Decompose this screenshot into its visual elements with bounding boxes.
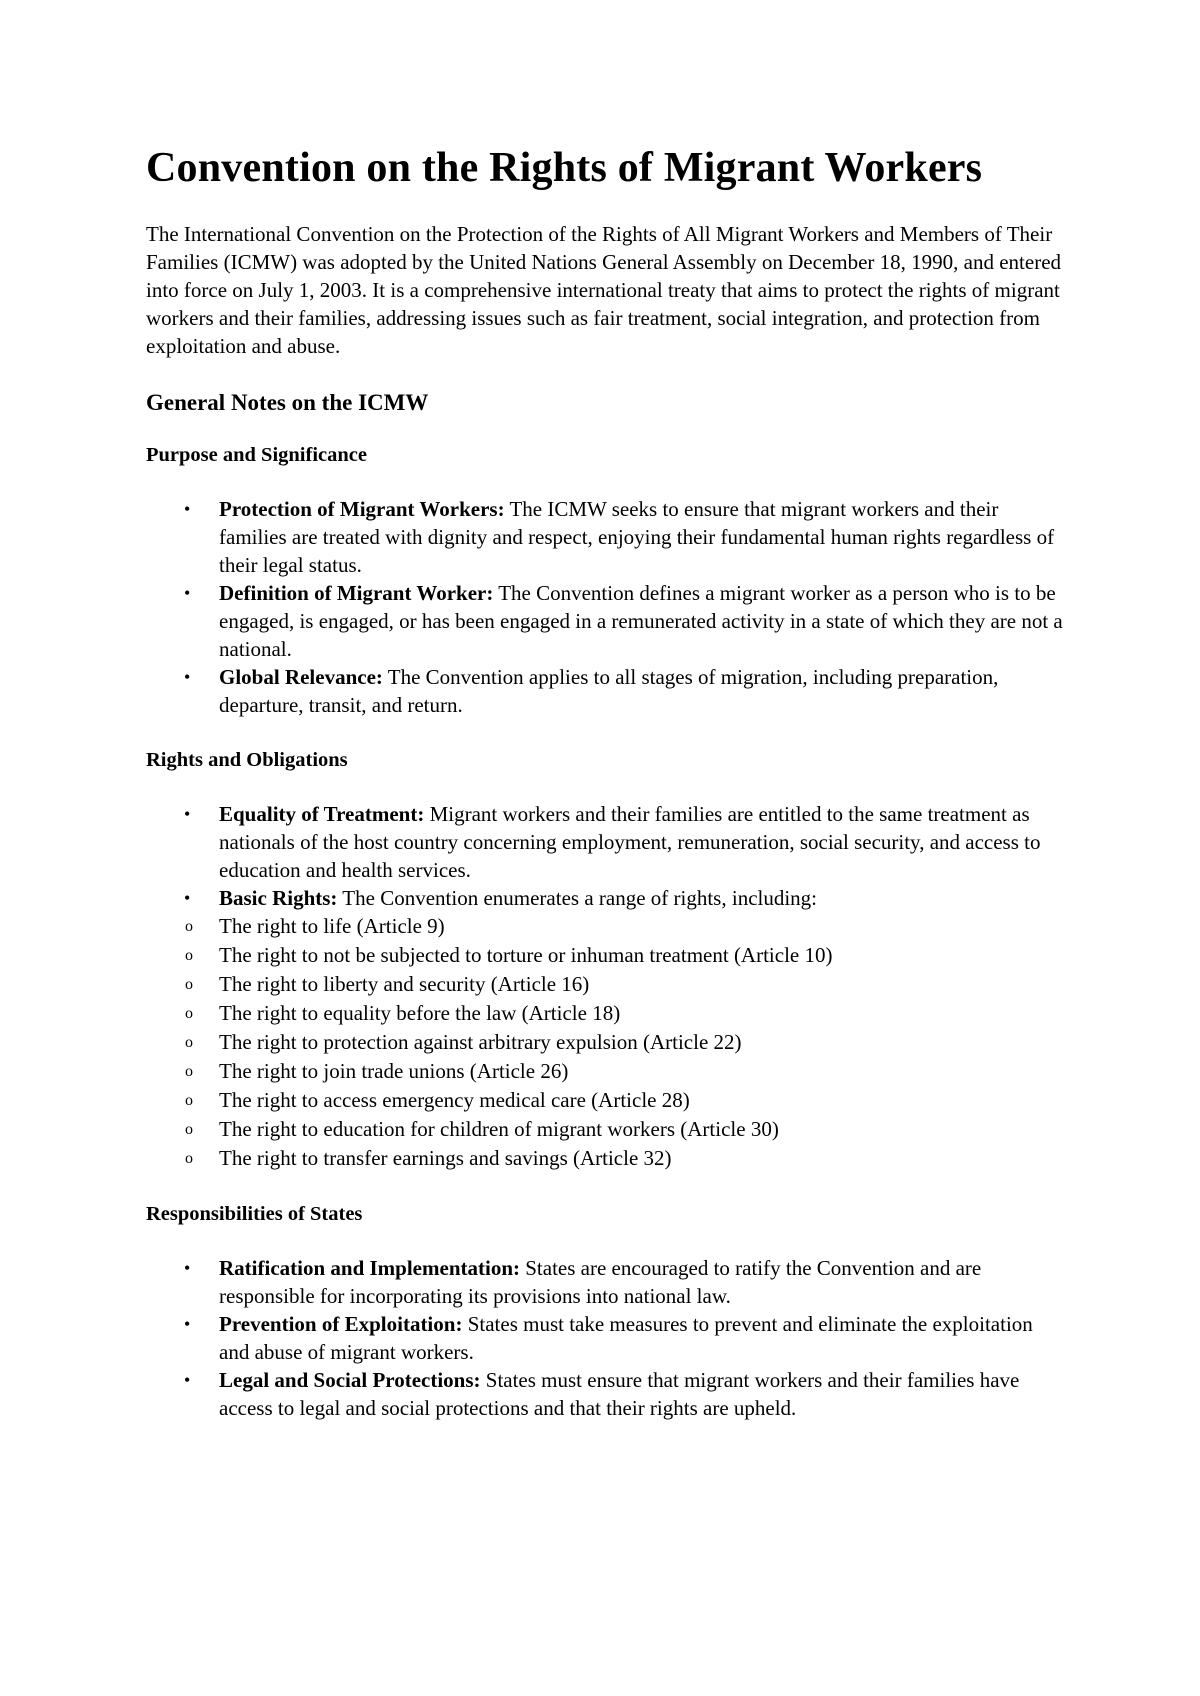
item-text: The Convention applies to all stages of migration, including preparation, departure, transit, and return. <box>219 665 999 717</box>
sub-list-item <box>185 999 1066 1028</box>
sub-list-item <box>185 912 1066 941</box>
item-label: Ratification and Implementation: <box>219 1256 520 1280</box>
sub-item-text: The right to life (Article 9) <box>219 914 445 938</box>
sub-item-text: The right to transfer earnings and savings (Article 32) <box>219 1146 672 1170</box>
item-text: Migrant workers and their families are entitled to the same treatment as nationals of the host country concerning employment, remuneration, social security, and access to education and health services. <box>219 802 1041 882</box>
item-text: States are encouraged to ratify the Convention and are responsible for incorporating its provisions into national law. <box>219 1256 982 1308</box>
document-title: Convention on the Rights of Migrant Workers <box>146 145 983 191</box>
list-item <box>146 800 1066 884</box>
sub-item-text: The right to not be subjected to torture or inhuman treatment (Article 10) <box>219 943 833 967</box>
sub-bullet-icon: o <box>185 1150 193 1167</box>
sub-bullet-icon: o <box>185 1005 193 1022</box>
sub-list-item <box>185 1115 1066 1144</box>
bullet-icon: • <box>184 1314 191 1334</box>
list-item <box>146 884 1066 1173</box>
sub-item-text: The right to liberty and security (Article 16) <box>219 972 590 996</box>
item-label: Legal and Social Protections: <box>219 1368 481 1392</box>
bullet-icon: • <box>184 804 191 824</box>
list-item <box>146 1366 1066 1422</box>
section-heading: General Notes on the ICMW <box>146 390 429 415</box>
sub-item-text: The right to join trade unions (Article 26) <box>219 1059 569 1083</box>
sub-list-basic-rights <box>185 912 1066 1173</box>
intro-paragraph: The International Convention on the Protection of the Rights of All Migrant Workers and Members of Their Families (ICMW) was adopted by the United Nations General Assembly on December 18, 1990, and entered into force on July 1, 2003. It is a comprehensive international treaty that aims to protect the rights of migrant workers and their families, addressing issues such as fair treatment, social integration, and protection from exploitation and abuse. <box>146 222 1062 358</box>
item-label: Definition of Migrant Worker: <box>219 581 494 605</box>
sub-bullet-icon: o <box>185 1034 193 1051</box>
sub-item-text: The right to protection against arbitrary expulsion (Article 22) <box>219 1030 742 1054</box>
sub-list-item <box>185 941 1066 970</box>
sub-bullet-icon: o <box>185 1092 193 1109</box>
item-text: States must ensure that migrant workers and their families have access to legal and social protections and that their rights are upheld. <box>219 1368 1020 1420</box>
list-item <box>146 579 1066 663</box>
sub-bullet-icon: o <box>185 976 193 993</box>
sub-list-item <box>185 1028 1066 1057</box>
sub-item-text: The right to equality before the law (Article 18) <box>219 1001 621 1025</box>
sub-list-item <box>185 1057 1066 1086</box>
sub-item-text: The right to education for children of migrant workers (Article 30) <box>219 1117 779 1141</box>
bullet-icon: • <box>184 583 191 603</box>
sub-list-item <box>185 970 1066 999</box>
list-item <box>146 663 1066 719</box>
list-item <box>146 495 1066 579</box>
sub-item-text: The right to access emergency medical care (Article 28) <box>219 1088 690 1112</box>
item-text: The Convention defines a migrant worker as a person who is to be engaged, is engaged, or has been engaged in a remunerated activity in a state of which they are not a national. <box>219 581 1063 661</box>
list-item <box>146 1310 1066 1366</box>
bullet-list-purpose <box>146 495 1066 719</box>
subsection-heading-responsibilities: Responsibilities of States <box>146 1203 363 1225</box>
sub-bullet-icon: o <box>185 947 193 964</box>
bullet-icon: • <box>184 1370 191 1390</box>
bullet-icon: • <box>184 888 191 908</box>
sub-bullet-icon: o <box>185 1121 193 1138</box>
item-label: Basic Rights: <box>219 886 338 910</box>
sub-list-item <box>185 1144 1066 1173</box>
item-text: The Convention enumerates a range of rights, including: <box>337 886 818 910</box>
document-page <box>146 140 1066 1449</box>
item-label: Protection of Migrant Workers: <box>219 497 505 521</box>
bullet-icon: • <box>184 1258 191 1278</box>
item-text: The ICMW seeks to ensure that migrant workers and their families are treated with dignity and respect, enjoying their fundamental human rights regardless of their legal status. <box>219 497 1055 577</box>
bullet-list-responsibilities <box>146 1254 1066 1422</box>
bullet-icon: • <box>184 499 191 519</box>
sub-bullet-icon: o <box>185 1063 193 1080</box>
item-label: Global Relevance: <box>219 665 383 689</box>
sub-bullet-icon: o <box>185 918 193 935</box>
item-text: States must take measures to prevent and eliminate the exploitation and abuse of migrant workers. <box>219 1312 1033 1364</box>
bullet-icon: • <box>184 667 191 687</box>
item-label: Equality of Treatment: <box>219 802 425 826</box>
list-item <box>146 1254 1066 1310</box>
subsection-heading-rights: Rights and Obligations <box>146 749 348 771</box>
item-label: Prevention of Exploitation: <box>219 1312 463 1336</box>
sub-list-item <box>185 1086 1066 1115</box>
bullet-list-rights <box>146 800 1066 1173</box>
subsection-heading-purpose: Purpose and Significance <box>146 444 367 466</box>
